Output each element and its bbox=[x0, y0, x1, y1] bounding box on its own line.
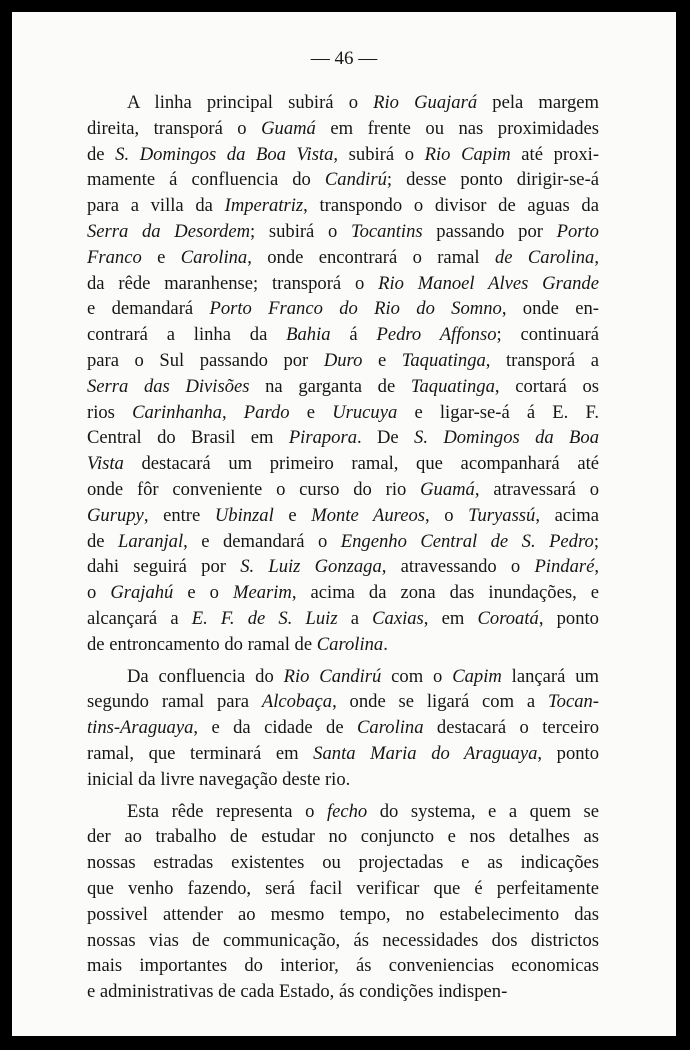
text-line: o Grajahú e o Mearim, acima da zona das inundações, e bbox=[87, 582, 599, 604]
text-line: de entroncamento do ramal de Carolina. bbox=[87, 633, 388, 655]
text-line: Da confluencia do Rio Candirú com o Capim lançará um bbox=[127, 665, 599, 687]
text-line: da rêde maranhense; transporá o Rio Manoel Alves Grande bbox=[87, 272, 599, 294]
text-line: contrará a linha da Bahia á Pedro Affonso; continuará bbox=[87, 324, 599, 346]
text-line: der ao trabalho de estudar no conjuncto e nos detalhes as bbox=[87, 826, 599, 848]
body-text bbox=[87, 90, 599, 1005]
book-page bbox=[12, 12, 676, 1036]
text-line: e demandará Porto Franco do Rio do Somno, onde en- bbox=[87, 298, 599, 320]
text-line: ramal, que terminará em Santa Maria do Araguaya, ponto bbox=[87, 742, 600, 764]
text-line: para o Sul passando por Duro e Taquatinga, transporá a bbox=[87, 349, 599, 371]
text-line: para a villa da Imperatriz, transpondo o divisor de aguas da bbox=[87, 195, 599, 217]
text-line: segundo ramal para Alcobaça, onde se ligará com a Tocan- bbox=[87, 691, 599, 713]
text-line: Serra das Divisões na garganta de Taquatinga, cortará os bbox=[87, 375, 599, 397]
text-line: onde fôr conveniente o curso do rio Guamá, atravessará o bbox=[87, 478, 599, 500]
text-line: que venho fazendo, será facil verificar que é perfeitamente bbox=[87, 877, 599, 899]
text-line: nossas estradas existentes ou projectadas e as indicações bbox=[87, 852, 599, 874]
page-number: — 46 — bbox=[310, 48, 378, 69]
text-line: Serra da Desordem; subirá o Tocantins passando por Porto bbox=[87, 220, 599, 242]
text-line: mamente á confluencia do Candirú; desse ponto dirigir-se-á bbox=[87, 169, 600, 191]
text-line: Esta rêde representa o fecho do systema, e a quem se bbox=[127, 800, 599, 822]
text-line: A linha principal subirá o Rio Guajará pela margem bbox=[127, 92, 599, 113]
text-line: mais importantes do interior, ás conveniencias economicas bbox=[87, 955, 599, 977]
paragraph bbox=[87, 799, 599, 1005]
text-line: Gurupy, entre Ubinzal e Monte Aureos, o Turyassú, acima bbox=[87, 504, 599, 526]
text-line: de S. Domingos da Boa Vista, subirá o Rio Capim até proxi- bbox=[87, 143, 600, 165]
text-line: inicial da livre navegação deste rio. bbox=[87, 768, 351, 790]
text-line: Vista destacará um primeiro ramal, que acompanhará até bbox=[87, 453, 599, 475]
text-line: de Laranjal, e demandará o Engenho Central de S. Pedro; bbox=[87, 530, 599, 552]
text-line: nossas vias de communicação, ás necessidades dos districtos bbox=[87, 929, 599, 951]
text-line: Central do Brasil em Pirapora. De S. Domingos da Boa bbox=[87, 427, 599, 449]
text-line: direita, transporá o Guamá em frente ou nas proximidades bbox=[87, 117, 599, 139]
text-line: rios Carinhanha, Pardo e Urucuya e ligar-se-á á E. F. bbox=[87, 401, 599, 423]
paragraph bbox=[87, 90, 599, 658]
text-line: tins-Araguaya, e da cidade de Carolina destacará o terceiro bbox=[87, 717, 599, 739]
text-line: Franco e Carolina, onde encontrará o ramal de Carolina, bbox=[87, 246, 599, 268]
text-line: possivel attender ao mesmo tempo, no estabelecimento das bbox=[87, 903, 599, 925]
text-line: alcançará a E. F. de S. Luiz a Caxias, em Coroatá, ponto bbox=[87, 607, 599, 629]
text-line: e administrativas de cada Estado, ás condições indispen- bbox=[87, 981, 508, 1003]
paragraph bbox=[87, 664, 599, 793]
text-line: dahi seguirá por S. Luiz Gonzaga, atravessando o Pindaré, bbox=[87, 556, 600, 578]
